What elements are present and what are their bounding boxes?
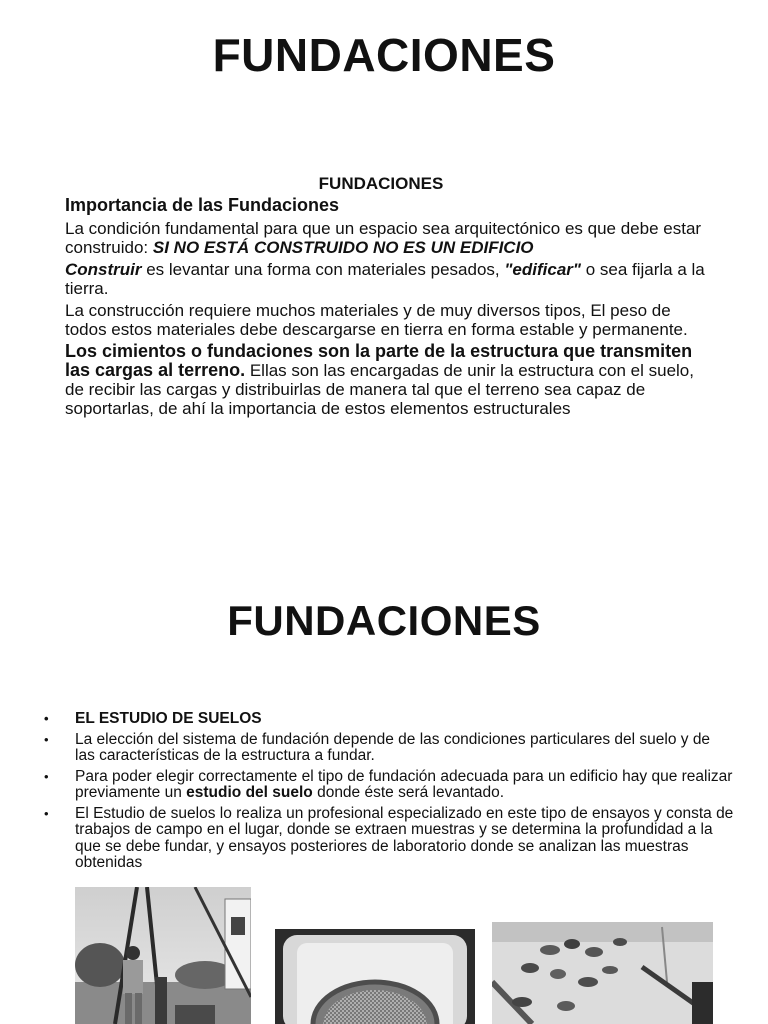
importance-heading: Importancia de las Fundaciones: [65, 195, 340, 215]
slide1-subtitle: FUNDACIONES: [318, 174, 444, 193]
soil-samples-photo: [492, 922, 713, 1024]
bullet3-text-a: Para poder elegir correctamente el tipo de fundación adecuada para un edificio hay que realizar previamente un: [75, 767, 733, 801]
drilling-rig-photo: [75, 887, 251, 1024]
bullet3-bold: estudio del suelo: [186, 784, 313, 801]
bullet3-text-b: donde éste será levantado.: [312, 784, 505, 801]
construir-text-b: o sea fijarla a la tierra.: [65, 260, 705, 298]
soil-study-list: [44, 711, 734, 876]
cimientos-text: Ellas son las encargadas de unir la estructura con el suelo, de recibir las cargas y distribuirlas de manera tal que el terreno sea capaz de soportarlas, de ahí la importancia de estos elementos estructurales: [65, 361, 694, 418]
list-item: [44, 769, 734, 802]
construir-text-a: es levantar una forma con materiales pesados,: [141, 260, 505, 279]
paragraph-construir: [65, 260, 705, 298]
condition-emphasis: SI NO ESTÁ CONSTRUIDO NO ES UN EDIFICIO: [152, 238, 534, 257]
list-item: • EL ESTUDIO DE SUELOS: [44, 711, 734, 728]
edificar-term: "edificar": [504, 260, 581, 279]
sieve-photo: [275, 929, 475, 1024]
slide2-title: FUNDACIONES: [227, 597, 541, 644]
condition-text: La condición fundamental para que un espacio sea arquitectónico es que debe estar construido:: [65, 219, 702, 257]
paragraph-materials: La construcción requiere muchos materiales y de muy diversos tipos, El peso de todos estos materiales debe descargarse en tierra en forma estable y permanente.: [65, 301, 688, 339]
paragraph-cimientos: [65, 342, 705, 418]
slide1-title: FUNDACIONES: [212, 29, 556, 81]
slide1-body: [65, 196, 705, 421]
paragraph-condition: [65, 219, 705, 257]
list-item: • La elección del sistema de fundación depende de las condiciones particulares del suelo y de las características de la estructura a fundar.: [44, 732, 734, 765]
construir-term: Construir: [65, 260, 142, 279]
cimientos-bold: Los cimientos o fundaciones son la parte de la estructura que transmiten las cargas al terreno.: [65, 341, 693, 380]
list-item: • El Estudio de suelos lo realiza un profesional especializado en este tipo de ensayos y consta de trabajos de campo en el lugar, donde se extraen muestras y se determina la profundidad a la que se debe fundar, y ensayos posteriores de laboratorio donde se analizan las muestras obtenidas: [44, 806, 734, 872]
